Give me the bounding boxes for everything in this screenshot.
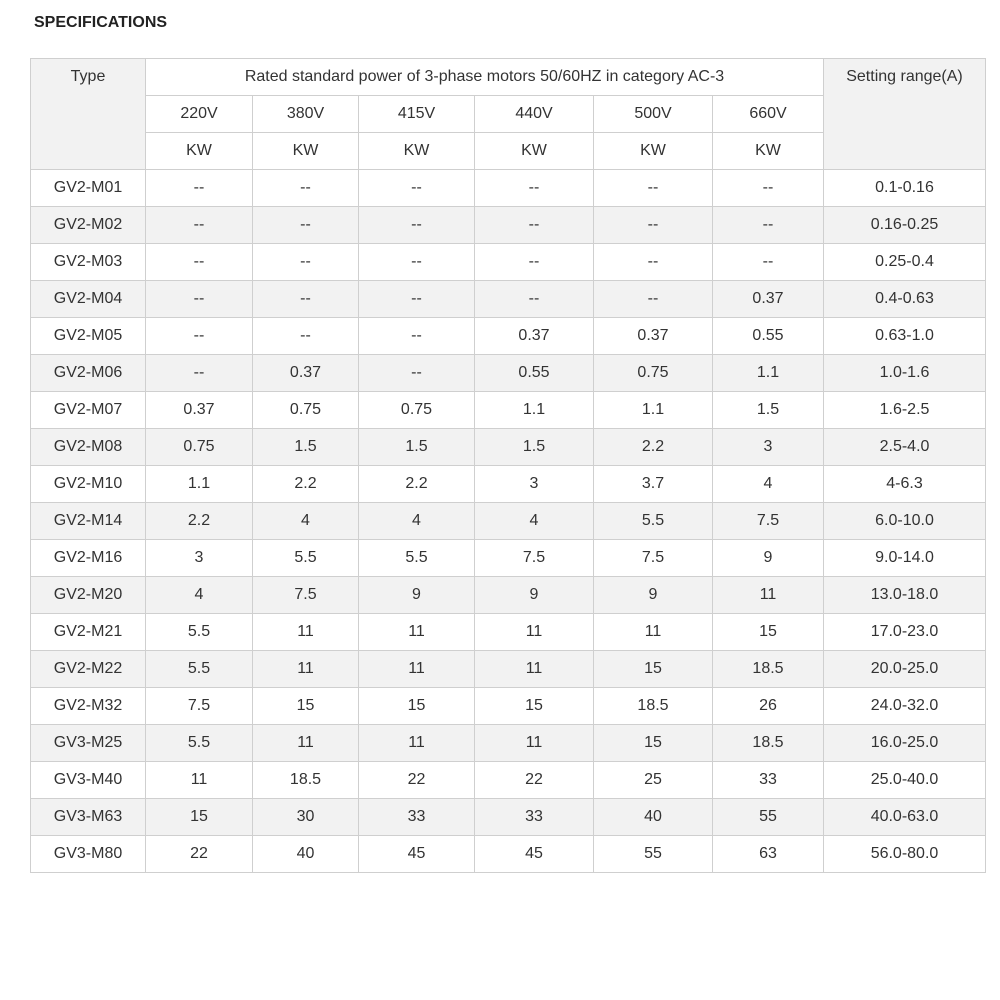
setting-range-cell: 0.1-0.16: [824, 170, 986, 207]
power-220v-cell: --: [146, 318, 253, 355]
power-415v-cell: 22: [359, 762, 475, 799]
power-440v-cell: 15: [475, 688, 594, 725]
power-440v-cell: 0.55: [475, 355, 594, 392]
setting-range-cell: 13.0-18.0: [824, 577, 986, 614]
setting-range-cell: 0.25-0.4: [824, 244, 986, 281]
power-440v-cell: 45: [475, 836, 594, 873]
power-415v-cell: --: [359, 170, 475, 207]
power-380v-cell: --: [253, 281, 359, 318]
power-440v-cell: 1.1: [475, 392, 594, 429]
power-440v-cell: 3: [475, 466, 594, 503]
power-500v-cell: 15: [594, 651, 713, 688]
setting-range-cell: 1.0-1.6: [824, 355, 986, 392]
power-660v-cell: --: [713, 207, 824, 244]
type-cell: GV2-M10: [31, 466, 146, 503]
power-440v-cell: 1.5: [475, 429, 594, 466]
power-500v-cell: 5.5: [594, 503, 713, 540]
power-380v-cell: 11: [253, 614, 359, 651]
power-660v-cell: 33: [713, 762, 824, 799]
power-415v-cell: --: [359, 355, 475, 392]
power-220v-cell: --: [146, 244, 253, 281]
power-500v-cell: 15: [594, 725, 713, 762]
table-row: [31, 688, 986, 725]
unit-header-415v: KW: [359, 133, 475, 170]
unit-header-440v: KW: [475, 133, 594, 170]
power-220v-cell: --: [146, 170, 253, 207]
voltage-header-220v: 220V: [146, 96, 253, 133]
setting-range-cell: 2.5-4.0: [824, 429, 986, 466]
power-440v-cell: --: [475, 281, 594, 318]
table-row: [31, 651, 986, 688]
type-cell: GV2-M07: [31, 392, 146, 429]
power-415v-cell: 2.2: [359, 466, 475, 503]
power-220v-cell: 2.2: [146, 503, 253, 540]
power-220v-cell: 0.37: [146, 392, 253, 429]
power-660v-cell: 26: [713, 688, 824, 725]
power-220v-cell: --: [146, 207, 253, 244]
power-220v-cell: 4: [146, 577, 253, 614]
type-column-header: Type: [31, 59, 146, 170]
table-row: [31, 466, 986, 503]
power-440v-cell: 11: [475, 651, 594, 688]
unit-header-380v: KW: [253, 133, 359, 170]
setting-range-cell: 0.63-1.0: [824, 318, 986, 355]
power-415v-cell: 4: [359, 503, 475, 540]
type-cell: GV2-M14: [31, 503, 146, 540]
power-380v-cell: 0.75: [253, 392, 359, 429]
voltage-header-415v: 415V: [359, 96, 475, 133]
table-row: [31, 392, 986, 429]
table-row: [31, 799, 986, 836]
type-cell: GV2-M08: [31, 429, 146, 466]
setting-range-column-header: Setting range(A): [824, 59, 986, 170]
power-380v-cell: 2.2: [253, 466, 359, 503]
power-660v-cell: 15: [713, 614, 824, 651]
table-row: [31, 836, 986, 873]
power-500v-cell: 11: [594, 614, 713, 651]
power-415v-cell: 1.5: [359, 429, 475, 466]
power-220v-cell: --: [146, 281, 253, 318]
power-660v-cell: --: [713, 244, 824, 281]
power-415v-cell: --: [359, 244, 475, 281]
power-220v-cell: 15: [146, 799, 253, 836]
power-660v-cell: 18.5: [713, 725, 824, 762]
power-415v-cell: 5.5: [359, 540, 475, 577]
power-500v-cell: 25: [594, 762, 713, 799]
type-cell: GV3-M63: [31, 799, 146, 836]
table-row: [31, 614, 986, 651]
table-body: [31, 170, 986, 873]
setting-range-cell: 25.0-40.0: [824, 762, 986, 799]
power-660v-cell: 0.37: [713, 281, 824, 318]
power-500v-cell: 55: [594, 836, 713, 873]
power-500v-cell: 0.37: [594, 318, 713, 355]
power-500v-cell: 18.5: [594, 688, 713, 725]
power-500v-cell: --: [594, 170, 713, 207]
table-row: [31, 577, 986, 614]
power-440v-cell: 9: [475, 577, 594, 614]
type-cell: GV2-M22: [31, 651, 146, 688]
table-header: [31, 59, 986, 170]
power-500v-cell: 9: [594, 577, 713, 614]
power-500v-cell: 1.1: [594, 392, 713, 429]
power-380v-cell: 40: [253, 836, 359, 873]
power-660v-cell: 4: [713, 466, 824, 503]
voltage-header-380v: 380V: [253, 96, 359, 133]
power-660v-cell: 0.55: [713, 318, 824, 355]
setting-range-cell: 9.0-14.0: [824, 540, 986, 577]
power-220v-cell: 0.75: [146, 429, 253, 466]
voltage-header-500v: 500V: [594, 96, 713, 133]
power-415v-cell: --: [359, 318, 475, 355]
table-row: [31, 762, 986, 799]
table-row: [31, 281, 986, 318]
power-440v-cell: 11: [475, 614, 594, 651]
power-415v-cell: 0.75: [359, 392, 475, 429]
power-415v-cell: 9: [359, 577, 475, 614]
setting-range-cell: 40.0-63.0: [824, 799, 986, 836]
power-660v-cell: 1.5: [713, 392, 824, 429]
type-cell: GV2-M01: [31, 170, 146, 207]
power-440v-cell: 7.5: [475, 540, 594, 577]
power-380v-cell: 11: [253, 725, 359, 762]
power-660v-cell: 1.1: [713, 355, 824, 392]
type-cell: GV3-M25: [31, 725, 146, 762]
power-500v-cell: --: [594, 244, 713, 281]
power-660v-cell: 55: [713, 799, 824, 836]
type-cell: GV2-M32: [31, 688, 146, 725]
type-cell: GV2-M04: [31, 281, 146, 318]
power-500v-cell: --: [594, 207, 713, 244]
power-415v-cell: 11: [359, 725, 475, 762]
power-660v-cell: 18.5: [713, 651, 824, 688]
power-440v-cell: --: [475, 207, 594, 244]
power-220v-cell: 5.5: [146, 651, 253, 688]
power-500v-cell: 7.5: [594, 540, 713, 577]
table-row: [31, 725, 986, 762]
setting-range-cell: 56.0-80.0: [824, 836, 986, 873]
power-380v-cell: 30: [253, 799, 359, 836]
power-380v-cell: --: [253, 318, 359, 355]
power-415v-cell: --: [359, 207, 475, 244]
power-415v-cell: 11: [359, 614, 475, 651]
section-heading: SPECIFICATIONS: [34, 14, 168, 31]
setting-range-cell: 4-6.3: [824, 466, 986, 503]
power-380v-cell: 4: [253, 503, 359, 540]
power-415v-cell: 11: [359, 651, 475, 688]
table-row: [31, 429, 986, 466]
power-500v-cell: 3.7: [594, 466, 713, 503]
power-440v-cell: --: [475, 170, 594, 207]
type-cell: GV2-M05: [31, 318, 146, 355]
type-cell: GV2-M21: [31, 614, 146, 651]
power-220v-cell: 11: [146, 762, 253, 799]
power-380v-cell: --: [253, 170, 359, 207]
setting-range-cell: 16.0-25.0: [824, 725, 986, 762]
type-cell: GV2-M20: [31, 577, 146, 614]
power-440v-cell: 22: [475, 762, 594, 799]
setting-range-cell: 20.0-25.0: [824, 651, 986, 688]
type-cell: GV2-M16: [31, 540, 146, 577]
type-cell: GV3-M40: [31, 762, 146, 799]
power-440v-cell: 4: [475, 503, 594, 540]
power-660v-cell: --: [713, 170, 824, 207]
power-380v-cell: 1.5: [253, 429, 359, 466]
voltage-header-440v: 440V: [475, 96, 594, 133]
power-415v-cell: 33: [359, 799, 475, 836]
setting-range-cell: 0.4-0.63: [824, 281, 986, 318]
setting-range-cell: 1.6-2.5: [824, 392, 986, 429]
unit-header-500v: KW: [594, 133, 713, 170]
power-380v-cell: 18.5: [253, 762, 359, 799]
table-row: [31, 170, 986, 207]
table-row: [31, 540, 986, 577]
table-row: [31, 207, 986, 244]
table-row: [31, 244, 986, 281]
power-660v-cell: 63: [713, 836, 824, 873]
table-row: [31, 318, 986, 355]
power-660v-cell: 9: [713, 540, 824, 577]
power-group-header: Rated standard power of 3-phase motors 50/60HZ in category AC-3: [146, 59, 824, 96]
power-380v-cell: 15: [253, 688, 359, 725]
header-row-power: [31, 59, 986, 96]
power-415v-cell: --: [359, 281, 475, 318]
power-380v-cell: --: [253, 244, 359, 281]
power-415v-cell: 15: [359, 688, 475, 725]
power-220v-cell: 7.5: [146, 688, 253, 725]
power-660v-cell: 3: [713, 429, 824, 466]
power-380v-cell: 5.5: [253, 540, 359, 577]
power-440v-cell: --: [475, 244, 594, 281]
power-440v-cell: 0.37: [475, 318, 594, 355]
power-380v-cell: 7.5: [253, 577, 359, 614]
power-660v-cell: 11: [713, 577, 824, 614]
power-220v-cell: 5.5: [146, 614, 253, 651]
power-500v-cell: 40: [594, 799, 713, 836]
power-220v-cell: 22: [146, 836, 253, 873]
setting-range-cell: 24.0-32.0: [824, 688, 986, 725]
power-500v-cell: --: [594, 281, 713, 318]
type-cell: GV2-M03: [31, 244, 146, 281]
type-cell: GV2-M02: [31, 207, 146, 244]
power-440v-cell: 11: [475, 725, 594, 762]
type-cell: GV3-M80: [31, 836, 146, 873]
power-220v-cell: 3: [146, 540, 253, 577]
power-380v-cell: 0.37: [253, 355, 359, 392]
setting-range-cell: 6.0-10.0: [824, 503, 986, 540]
power-500v-cell: 0.75: [594, 355, 713, 392]
power-380v-cell: --: [253, 207, 359, 244]
power-220v-cell: 5.5: [146, 725, 253, 762]
setting-range-cell: 0.16-0.25: [824, 207, 986, 244]
power-380v-cell: 11: [253, 651, 359, 688]
power-500v-cell: 2.2: [594, 429, 713, 466]
type-cell: GV2-M06: [31, 355, 146, 392]
power-440v-cell: 33: [475, 799, 594, 836]
power-220v-cell: --: [146, 355, 253, 392]
power-220v-cell: 1.1: [146, 466, 253, 503]
table-row: [31, 503, 986, 540]
voltage-header-660v: 660V: [713, 96, 824, 133]
unit-header-660v: KW: [713, 133, 824, 170]
power-415v-cell: 45: [359, 836, 475, 873]
specifications-table: [30, 58, 986, 873]
power-660v-cell: 7.5: [713, 503, 824, 540]
table-row: [31, 355, 986, 392]
setting-range-cell: 17.0-23.0: [824, 614, 986, 651]
unit-header-220v: KW: [146, 133, 253, 170]
